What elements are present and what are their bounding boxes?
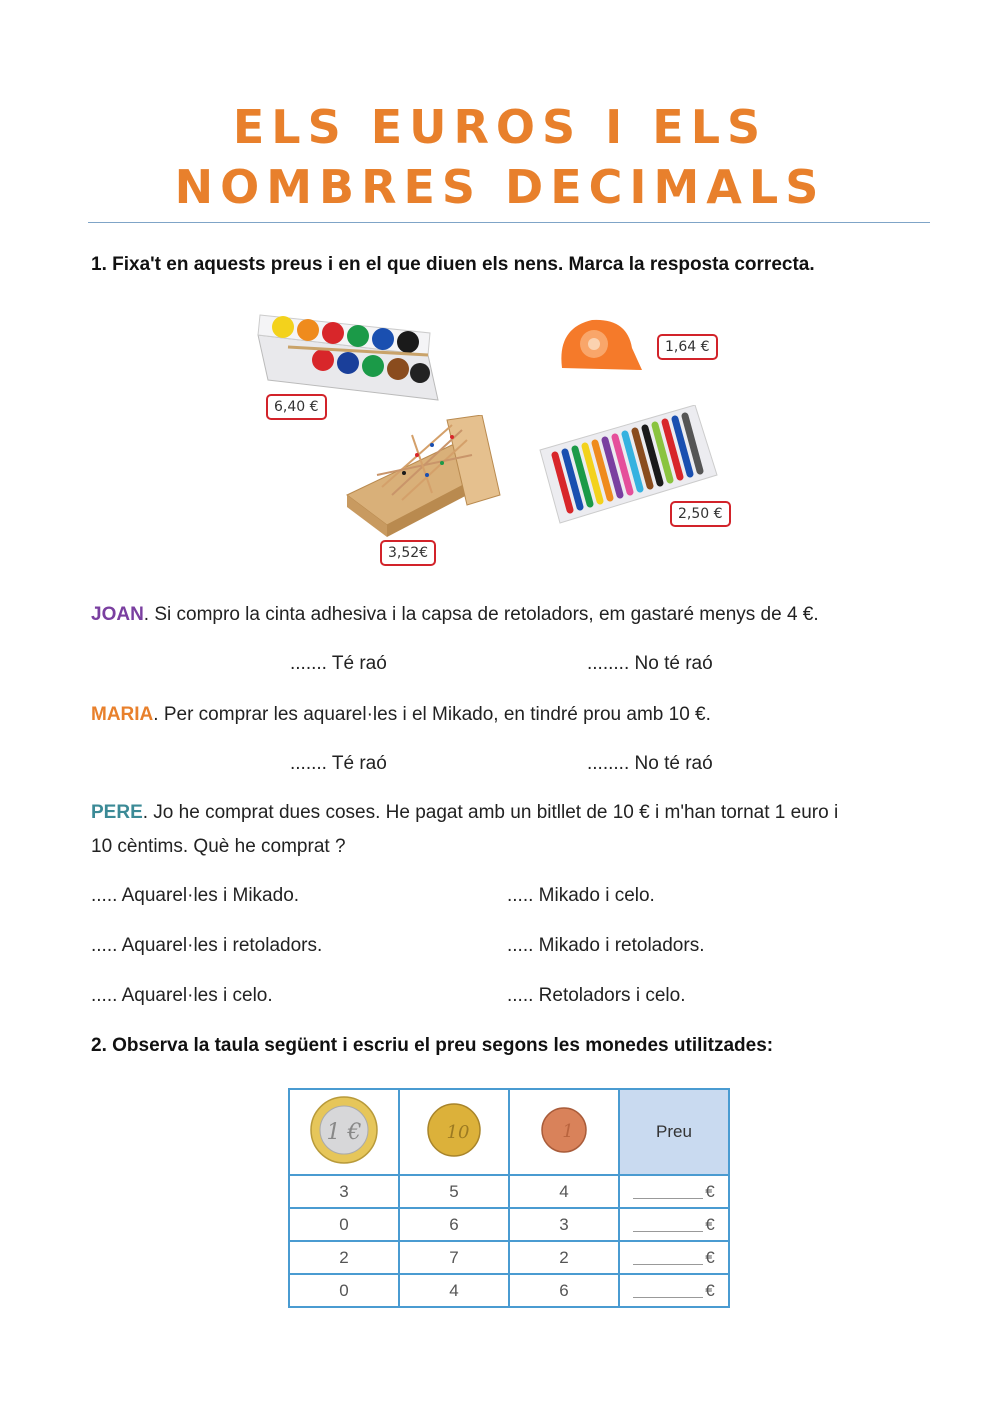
joan-option-wrong[interactable]: ........ No té raó [587, 653, 713, 674]
pere-text: . Jo he comprat dues coses. He pagat amb un bitllet de 10 € i m'han tornat 1 euro i [142, 802, 839, 823]
table-row [289, 1241, 729, 1274]
joan-name: JOAN [91, 604, 144, 625]
coin-10-cent-cell [399, 1089, 509, 1175]
tape-dispenser-image [552, 308, 647, 378]
row-2-price-input[interactable] [619, 1208, 729, 1241]
row-2-ten-cents: 6 [399, 1208, 509, 1241]
coin-1-cent-cell [509, 1089, 619, 1175]
table-row [289, 1274, 729, 1307]
row-4-euros: 0 [289, 1274, 399, 1307]
watercolor-paints-image [248, 305, 448, 405]
svg-text:1 €: 1 € [326, 1119, 362, 1145]
table-row [289, 1175, 729, 1208]
table-header-row [289, 1089, 729, 1175]
table-row [289, 1208, 729, 1241]
pere-text-continued: 10 cèntims. Què he comprat ? [91, 836, 346, 857]
svg-text:1: 1 [562, 1120, 574, 1142]
row-3-ten-cents: 7 [399, 1241, 509, 1274]
ten-cent-coin-icon [426, 1102, 482, 1158]
pere-name: PERE [91, 802, 143, 823]
pere-option-3[interactable]: ..... Aquarel·les i retoladors. [91, 935, 323, 956]
pere-option-6[interactable]: ..... Retoladors i celo. [507, 985, 686, 1006]
markers-price-tag: 2,50 € [670, 501, 731, 527]
row-1-price-input[interactable] [619, 1175, 729, 1208]
euro-symbol: € [705, 1247, 715, 1267]
row-2-euros: 0 [289, 1208, 399, 1241]
title-divider [88, 222, 930, 223]
row-4-one-cents: 6 [509, 1274, 619, 1307]
preu-header: Preu [619, 1089, 729, 1175]
row-3-price-input[interactable] [619, 1241, 729, 1274]
maria-option-right[interactable]: ....... Té raó [290, 753, 387, 774]
row-4-price-input[interactable] [619, 1274, 729, 1307]
tape-price-tag: 1,64 € [657, 334, 718, 360]
pere-option-2[interactable]: ..... Mikado i celo. [507, 885, 655, 906]
row-4-ten-cents: 4 [399, 1274, 509, 1307]
question-2-heading: 2. Observa la taula següent i escriu el preu segons les monedes utilitzades: [91, 1035, 774, 1056]
coins-table [288, 1088, 730, 1308]
euro-symbol: € [705, 1214, 715, 1234]
maria-text: . Per comprar les aquarel·les i el Mikado, en tindré prou amb 10 €. [153, 704, 711, 725]
pere-option-4[interactable]: ..... Mikado i retoladors. [507, 935, 705, 956]
pere-statement [91, 802, 838, 824]
pere-option-5[interactable]: ..... Aquarel·les i celo. [91, 985, 273, 1006]
euro-symbol: € [705, 1181, 715, 1201]
one-euro-coin-icon [309, 1095, 379, 1165]
row-1-euros: 3 [289, 1175, 399, 1208]
pere-option-1[interactable]: ..... Aquarel·les i Mikado. [91, 885, 300, 906]
maria-name: MARIA [91, 704, 154, 725]
joan-text: . Si compro la cinta adhesiva i la capsa de retoladors, em gastaré menys de 4 €. [143, 604, 819, 625]
row-3-one-cents: 2 [509, 1241, 619, 1274]
row-2-one-cents: 3 [509, 1208, 619, 1241]
one-cent-coin-icon [540, 1106, 588, 1154]
svg-text:10: 10 [446, 1121, 470, 1143]
row-1-one-cents: 4 [509, 1175, 619, 1208]
row-3-euros: 2 [289, 1241, 399, 1274]
joan-statement [91, 604, 819, 626]
row-1-ten-cents: 5 [399, 1175, 509, 1208]
coin-1-euro-cell [289, 1089, 399, 1175]
mikado-price-tag: 3,52€ [380, 540, 436, 566]
maria-statement [91, 704, 711, 726]
joan-option-right[interactable]: ....... Té raó [290, 653, 387, 674]
mikado-box-image [342, 415, 502, 540]
paints-price-tag: 6,40 € [266, 394, 327, 420]
title-line-2: NOMBRES DECIMALS [174, 160, 826, 214]
title-line-1: ELS EUROS I ELS [232, 100, 768, 154]
euro-symbol: € [705, 1280, 715, 1300]
question-1-heading: 1. Fixa't en aquests preus i en el que diuen els nens. Marca la resposta correcta. [91, 254, 815, 275]
maria-option-wrong[interactable]: ........ No té raó [587, 753, 713, 774]
